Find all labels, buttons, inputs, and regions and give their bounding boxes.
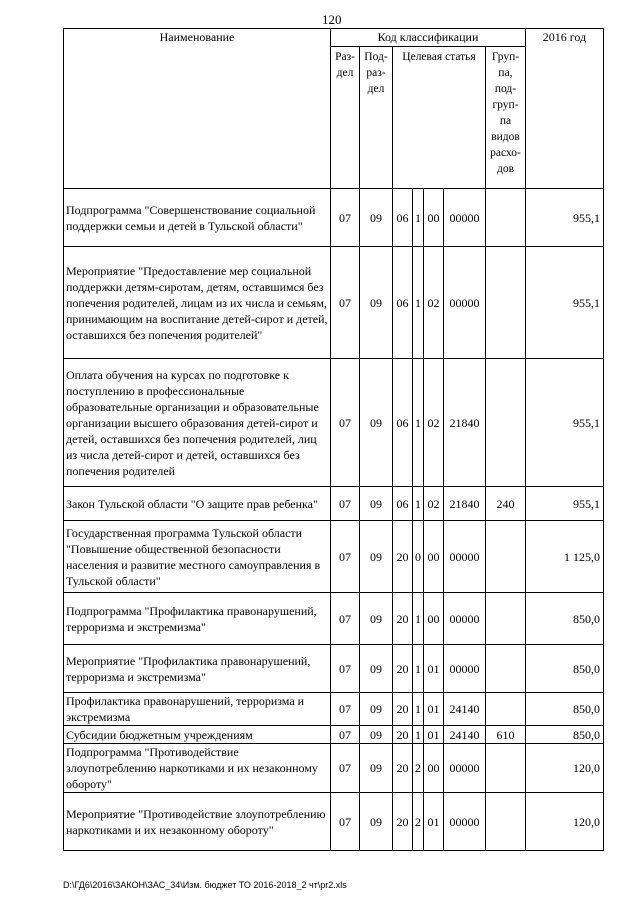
cell-cs2: 1 (413, 359, 424, 487)
cell-razdel: 07 (331, 189, 360, 247)
cell-cs4: 00000 (444, 593, 486, 645)
cell-cs2: 1 (413, 247, 424, 359)
cell-vid (486, 793, 526, 851)
cell-cs3: 00 (424, 744, 444, 793)
table-row (64, 744, 604, 793)
table-row (64, 359, 604, 487)
cell-razdel: 07 (331, 593, 360, 645)
cell-podrazdel: 09 (360, 359, 393, 487)
cell-cs2: 2 (413, 793, 424, 851)
cell-vid (486, 593, 526, 645)
cell-cs2: 1 (413, 189, 424, 247)
cell-cs4: 00000 (444, 793, 486, 851)
cell-cs4: 21840 (444, 359, 486, 487)
cell-name: Субсидии бюджетным учреждениям (64, 726, 331, 744)
cell-cs4: 24140 (444, 726, 486, 744)
table-row (64, 726, 604, 744)
cell-name: Закон Тульской области "О защите прав ребенка" (64, 487, 331, 521)
cell-name: Мероприятие "Противодействие злоупотреблению наркотиками и их незаконному обороту" (64, 793, 331, 851)
cell-vid: 610 (486, 726, 526, 744)
cell-razdel: 07 (331, 693, 360, 726)
cell-name: Оплата обучения на курсах по подготовке к поступлению в профессиональные образовательные организации и образовательные организации высшего образования детей-сирот и детей, оставшихся без попечения родителей, лиц из числа детей-сирот и детей, оставшихся без попечения родителей (64, 359, 331, 487)
budget-table (63, 28, 604, 851)
cell-vid (486, 744, 526, 793)
table-row (64, 645, 604, 693)
header-subsection: Под- раз- дел (360, 47, 393, 189)
cell-podrazdel: 09 (360, 726, 393, 744)
cell-vid (486, 645, 526, 693)
cell-amount: 955,1 (526, 359, 604, 487)
cell-cs2: 1 (413, 693, 424, 726)
table-row (64, 593, 604, 645)
cell-cs1: 06 (393, 189, 413, 247)
cell-amount: 850,0 (526, 593, 604, 645)
table-row (64, 189, 604, 247)
cell-podrazdel: 09 (360, 247, 393, 359)
cell-amount: 955,1 (526, 247, 604, 359)
cell-cs1: 20 (393, 645, 413, 693)
cell-cs4: 00000 (444, 645, 486, 693)
cell-amount: 955,1 (526, 487, 604, 521)
cell-cs1: 06 (393, 359, 413, 487)
cell-podrazdel: 09 (360, 645, 393, 693)
cell-cs3: 01 (424, 726, 444, 744)
cell-razdel: 07 (331, 793, 360, 851)
cell-cs3: 01 (424, 645, 444, 693)
table-row (64, 487, 604, 521)
header-target-article: Целевая статья (393, 47, 486, 189)
cell-amount: 120,0 (526, 744, 604, 793)
table-body (64, 189, 604, 851)
cell-podrazdel: 09 (360, 487, 393, 521)
file-path-footer: D:\ГД6\2016\ЗАКОН\ЗАС_34\Изм. бюджет ТО 2016-2018_2 чт\pr2.xls (63, 880, 347, 890)
cell-cs1: 06 (393, 247, 413, 359)
cell-vid (486, 693, 526, 726)
cell-podrazdel: 09 (360, 793, 393, 851)
cell-cs4: 21840 (444, 487, 486, 521)
cell-amount: 1 125,0 (526, 521, 604, 593)
cell-cs3: 02 (424, 359, 444, 487)
cell-vid (486, 359, 526, 487)
cell-cs1: 20 (393, 693, 413, 726)
cell-cs1: 20 (393, 593, 413, 645)
cell-razdel: 07 (331, 726, 360, 744)
cell-cs4: 00000 (444, 189, 486, 247)
cell-name: Подпрограмма "Противодействие злоупотреблению наркотиками и их незаконному обороту" (64, 744, 331, 793)
cell-cs1: 20 (393, 793, 413, 851)
cell-amount: 120,0 (526, 793, 604, 851)
cell-cs3: 00 (424, 189, 444, 247)
cell-razdel: 07 (331, 487, 360, 521)
cell-cs3: 02 (424, 487, 444, 521)
cell-name: Подпрограмма "Совершенствование социальной поддержки семьи и детей в Тульской области" (64, 189, 331, 247)
cell-name: Подпрограмма "Профилактика правонарушений, терроризма и экстремизма" (64, 593, 331, 645)
cell-cs4: 24140 (444, 693, 486, 726)
cell-name: Мероприятие "Предоставление мер социальной поддержки детям-сиротам, детям, оставшимся без попечения родителей, лицам из их числа и семьям, принимающим на воспитание детей-сирот и детей, оставшихся без попечения родителей" (64, 247, 331, 359)
header-name: Наименование (64, 29, 331, 189)
cell-cs2: 1 (413, 645, 424, 693)
cell-podrazdel: 09 (360, 521, 393, 593)
page-number: 120 (322, 12, 342, 27)
cell-name: Профилактика правонарушений, терроризма и экстремизма (64, 693, 331, 726)
cell-cs1: 06 (393, 487, 413, 521)
cell-cs2: 1 (413, 593, 424, 645)
cell-razdel: 07 (331, 247, 360, 359)
cell-vid: 240 (486, 487, 526, 521)
cell-cs1: 20 (393, 726, 413, 744)
header-section: Раз- дел (331, 47, 360, 189)
cell-vid (486, 521, 526, 593)
cell-cs2: 0 (413, 521, 424, 593)
cell-cs3: 01 (424, 693, 444, 726)
cell-cs1: 20 (393, 744, 413, 793)
cell-cs4: 00000 (444, 521, 486, 593)
cell-cs4: 00000 (444, 247, 486, 359)
cell-cs3: 01 (424, 793, 444, 851)
cell-razdel: 07 (331, 521, 360, 593)
cell-podrazdel: 09 (360, 744, 393, 793)
cell-podrazdel: 09 (360, 189, 393, 247)
cell-amount: 850,0 (526, 693, 604, 726)
table-row (64, 521, 604, 593)
cell-cs3: 00 (424, 521, 444, 593)
cell-cs4: 00000 (444, 744, 486, 793)
cell-amount: 850,0 (526, 726, 604, 744)
table-row (64, 247, 604, 359)
cell-cs1: 20 (393, 521, 413, 593)
cell-vid (486, 247, 526, 359)
cell-cs3: 00 (424, 593, 444, 645)
table-row (64, 793, 604, 851)
table-row (64, 693, 604, 726)
header-row-top (64, 29, 604, 47)
cell-razdel: 07 (331, 645, 360, 693)
cell-cs2: 1 (413, 726, 424, 744)
cell-razdel: 07 (331, 744, 360, 793)
header-expense-group: Груп- па, под- груп- па видов расхо- дов (486, 47, 526, 189)
cell-podrazdel: 09 (360, 593, 393, 645)
cell-name: Государственная программа Тульской области "Повышение общественной безопасности населения и развитие местного самоуправления в Тульской области" (64, 521, 331, 593)
cell-amount: 955,1 (526, 189, 604, 247)
cell-razdel: 07 (331, 359, 360, 487)
cell-podrazdel: 09 (360, 693, 393, 726)
cell-name: Мероприятие "Профилактика правонарушений, терроризма и экстремизма" (64, 645, 331, 693)
header-year: 2016 год (526, 29, 604, 189)
cell-amount: 850,0 (526, 645, 604, 693)
cell-cs2: 2 (413, 744, 424, 793)
header-classification-code: Код классификации (331, 29, 526, 47)
cell-cs2: 1 (413, 487, 424, 521)
cell-cs3: 02 (424, 247, 444, 359)
cell-vid (486, 189, 526, 247)
